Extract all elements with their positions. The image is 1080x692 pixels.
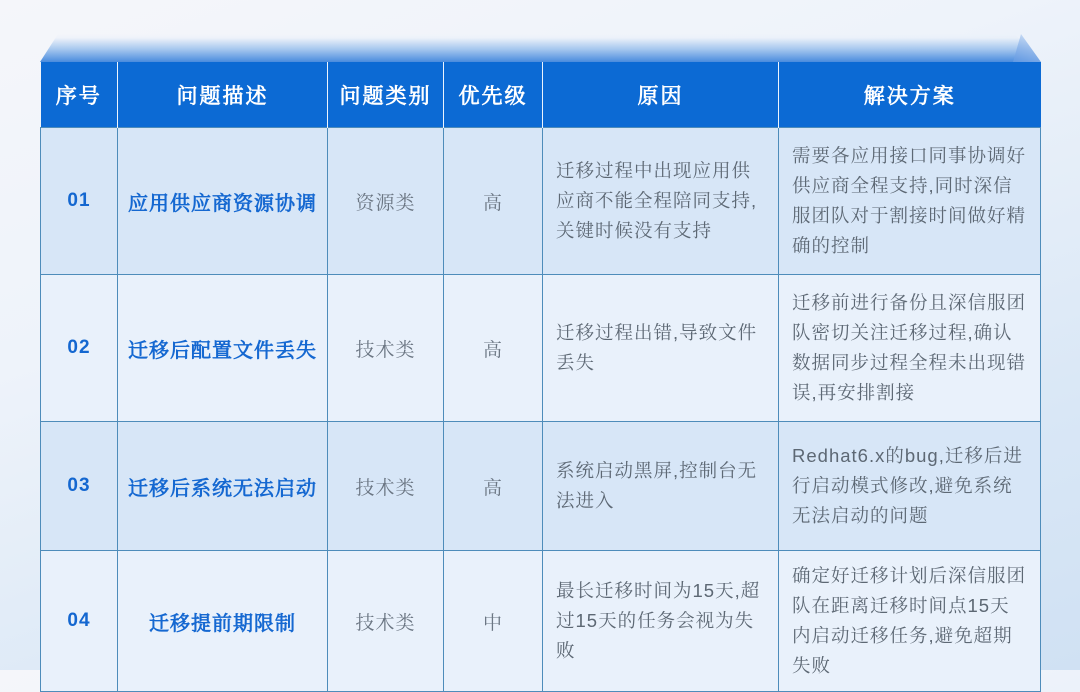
cell-category: 资源类: [328, 128, 444, 275]
table-3d-top-face: [40, 34, 1040, 62]
cell-description: 迁移后配置文件丢失: [118, 275, 328, 422]
table-header-row: [41, 62, 1041, 128]
cell-solution: 确定好迁移计划后深信服团队在距离迁移时间点15天内启动迁移任务,避免超期失败: [779, 551, 1041, 692]
cell-reason: 迁移过程出错,导致文件丢失: [543, 275, 779, 422]
cell-description: 迁移提前期限制: [118, 551, 328, 692]
cell-priority: 高: [444, 422, 543, 551]
cell-description: 应用供应商资源协调: [118, 128, 328, 275]
cell-category: 技术类: [328, 551, 444, 692]
cell-reason: 最长迁移时间为15天,超过15天的任务会视为失败: [543, 551, 779, 692]
table-row: [41, 275, 1041, 422]
table-row: [41, 128, 1041, 275]
cell-description: 迁移后系统无法启动: [118, 422, 328, 551]
cell-priority: 高: [444, 128, 543, 275]
cell-solution: 迁移前进行备份且深信服团队密切关注迁移过程,确认数据同步过程全程未出现错误,再安排割接: [779, 275, 1041, 422]
col-header-reason: 原因: [543, 62, 779, 128]
cell-category: 技术类: [328, 422, 444, 551]
issues-table: [40, 62, 1040, 692]
col-header-solution: 解决方案: [779, 62, 1041, 128]
col-header-seq: 序号: [41, 62, 118, 128]
col-header-description: 问题描述: [118, 62, 328, 128]
cell-priority: 中: [444, 551, 543, 692]
cell-priority: 高: [444, 275, 543, 422]
cell-reason: 系统启动黑屏,控制台无法进入: [543, 422, 779, 551]
cell-reason: 迁移过程中出现应用供应商不能全程陪同支持,关键时候没有支持: [543, 128, 779, 275]
cell-solution: Redhat6.x的bug,迁移后进行启动模式修改,避免系统无法启动的问题: [779, 422, 1041, 551]
migration-issues-table: [40, 62, 1041, 692]
cell-seq: 01: [41, 128, 118, 275]
cell-seq: 02: [41, 275, 118, 422]
cell-seq: 04: [41, 551, 118, 692]
cell-solution: 需要各应用接口同事协调好供应商全程支持,同时深信服团队对于割接时间做好精确的控制: [779, 128, 1041, 275]
table-row: [41, 551, 1041, 692]
col-header-category: 问题类别: [328, 62, 444, 128]
cell-seq: 03: [41, 422, 118, 551]
col-header-priority: 优先级: [444, 62, 543, 128]
table-row: [41, 422, 1041, 551]
cell-category: 技术类: [328, 275, 444, 422]
